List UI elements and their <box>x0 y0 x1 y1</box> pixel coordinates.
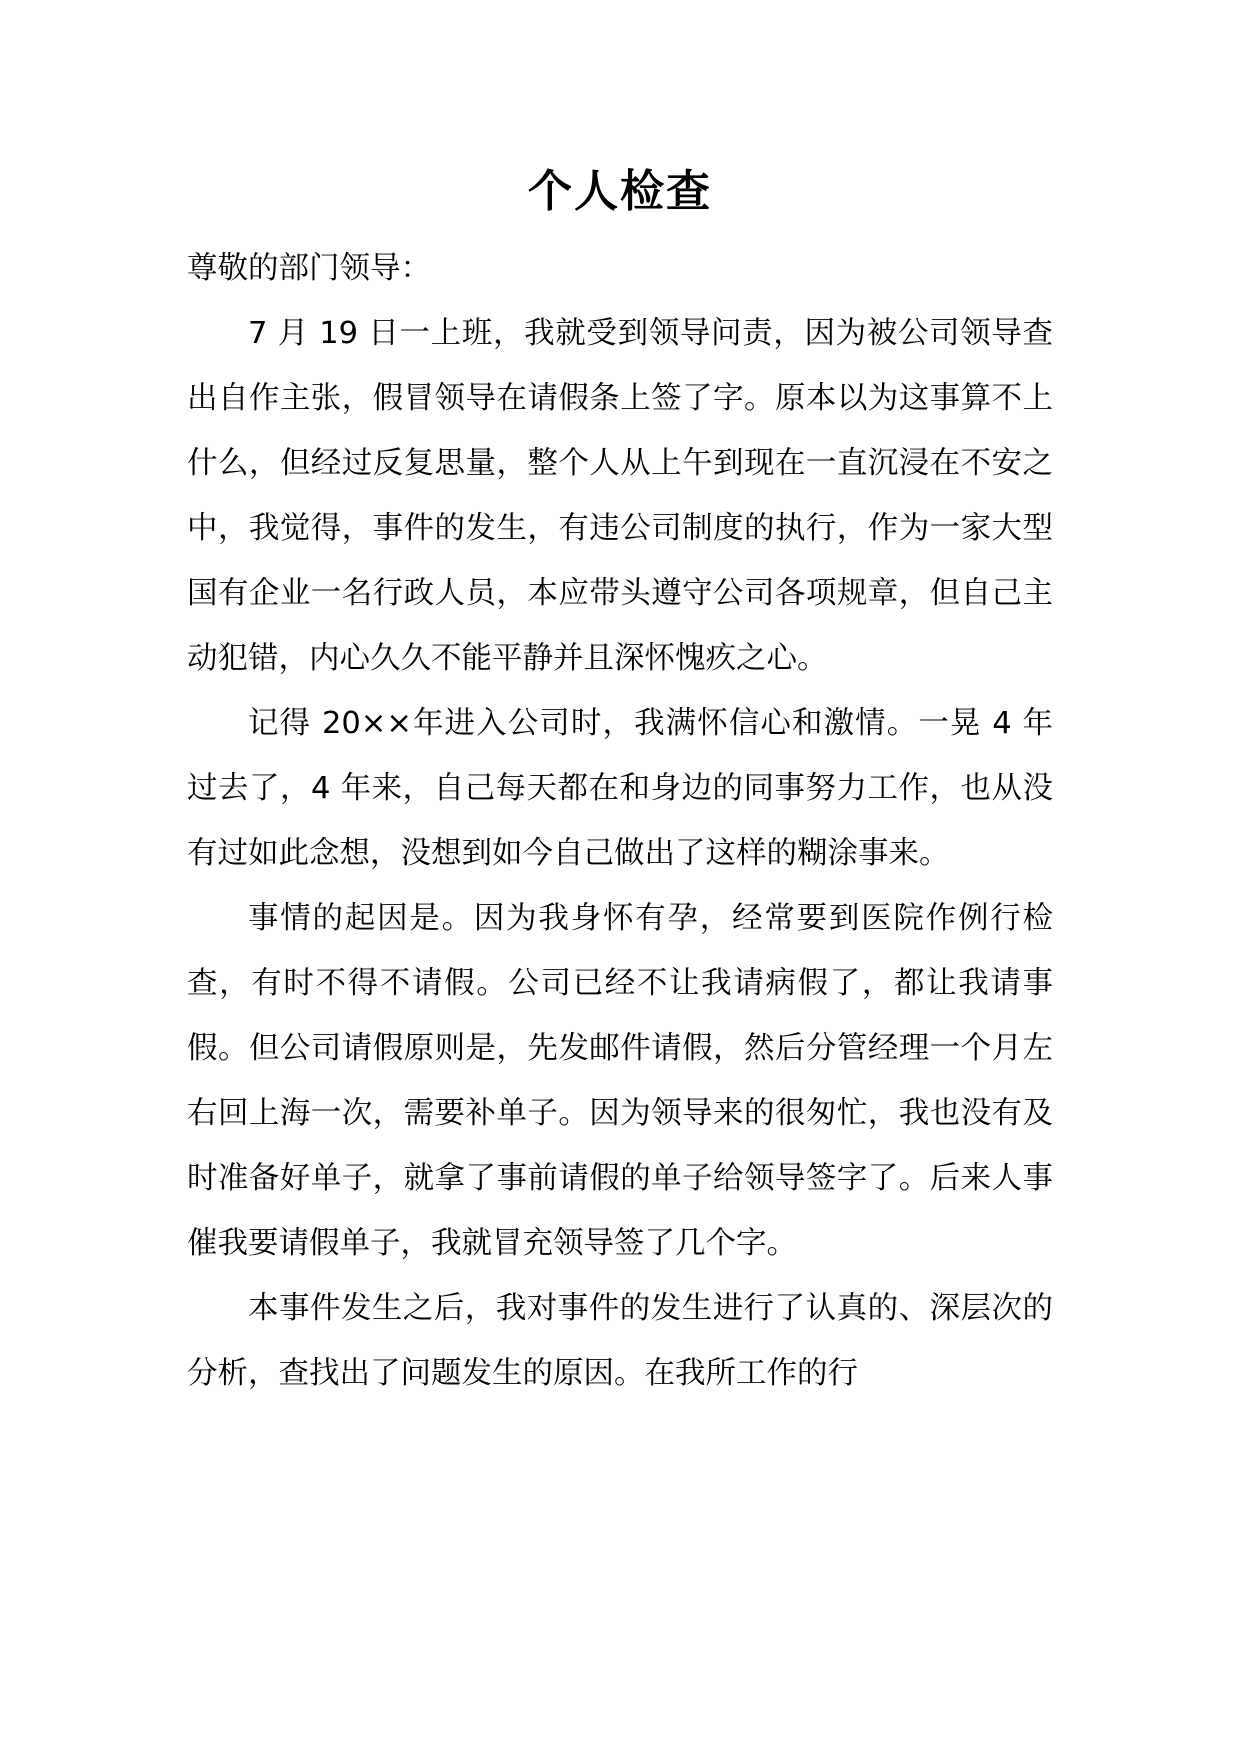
paragraph: 本事件发生之后，我对事件的发生进行了认真的、深层次的分析，查找出了问题发生的原因。在我所工作的行 <box>187 1291 1053 1391</box>
paragraph: 事情的起因是。因为我身怀有孕，经常要到医院作例行检查，有时不得不请假。公司已经不让我请病假了，都让我请事假。但公司请假原则是，先发邮件请假，然后分管经理一个月左右回上海一次，需要补单子。因为领导来的很匆忙，我也没有及时准备好单子，就拿了事前请假的单子给领导签字了。后来人事催我要请假单子，我就冒充领导签了几个字。 <box>187 901 1053 1261</box>
document-title: 个人检查 <box>528 166 712 217</box>
paragraph: 7 月 19 日一上班，我就受到领导问责，因为被公司领导查出自作主张，假冒领导在请假条上签了字。原本以为这事算不上什么，但经过反复思量，整个人从上午到现在一直沉浸在不安之中，我觉得，事件的发生，有违公司制度的执行，作为一家大型国有企业一名行政人员，本应带头遵守公司各项规章，但自己主动犯错，内心久久不能平静并且深怀愧疚之心。 <box>187 316 1053 676</box>
salutation: 尊敬的部门领导： <box>187 251 431 286</box>
paragraph: 记得 20××年进入公司时，我满怀信心和激情。一晃 4 年过去了，4 年来，自己每天都在和身边的同事努力工作，也从没有过如此念想，没想到如今自己做出了这样的糊涂事来。 <box>187 706 1053 871</box>
document-body <box>187 236 1053 1406</box>
